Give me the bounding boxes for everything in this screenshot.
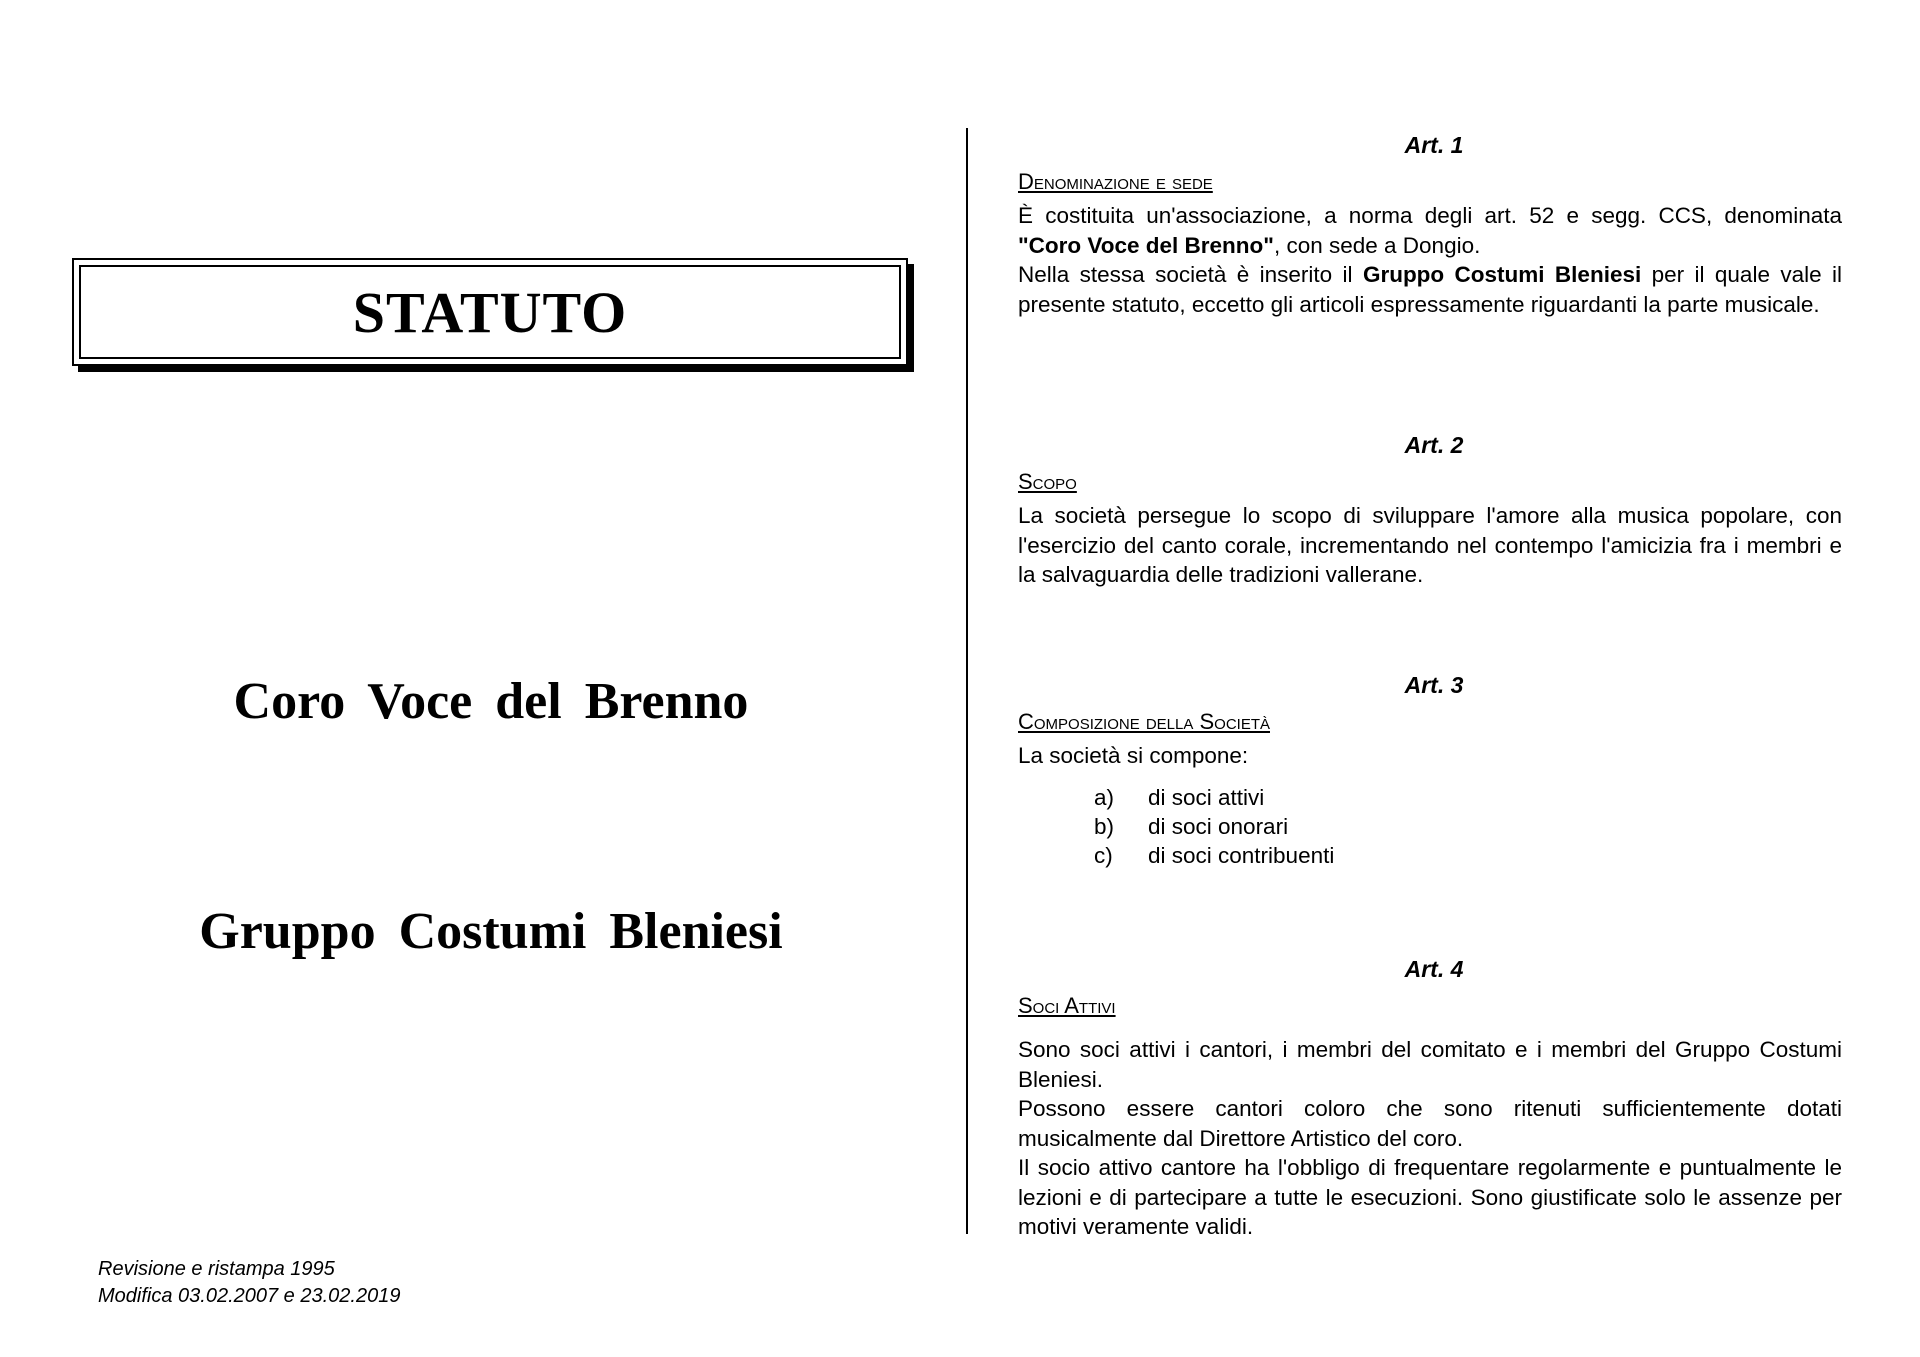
composition-list <box>1018 783 1842 870</box>
list-item <box>1094 841 1842 870</box>
article-subtitle: Composizione della Società <box>1018 709 1270 734</box>
article-paragraph <box>1018 260 1842 319</box>
list-text: di soci onorari <box>1148 813 1289 839</box>
list-marker: a) <box>1094 784 1115 810</box>
article-heading: Art. 3 <box>1404 672 1464 698</box>
article-heading: Art. 1 <box>1404 132 1464 158</box>
text-run: per il quale vale il presente statuto, eccetto gli articoli espressamente riguardanti la parte musicale. <box>1018 262 1842 317</box>
organization-name-choir: Coro Voce del Brenno <box>233 673 749 730</box>
article-subtitle: Scopo <box>1018 469 1077 494</box>
article-3 <box>1018 672 1842 870</box>
article-body <box>1018 741 1842 870</box>
article-paragraph: La società persegue lo scopo di sviluppare l'amore alla musica popolare, con l'esercizio del canto corale, incrementando nel contempo l'amicizia fra i membri e la salvaguardia delle tradizioni vallerane. <box>1018 503 1842 587</box>
document-title: STATUTO <box>352 279 628 345</box>
revision-note <box>98 1256 400 1310</box>
article-2 <box>1018 432 1842 590</box>
article-1 <box>1018 132 1842 342</box>
article-subtitle: Denominazione e sede <box>1018 169 1213 194</box>
list-item <box>1094 783 1842 812</box>
text-run: È costituita un'associazione, a norma degli art. 52 e segg. CCS, denominata <box>1018 203 1842 228</box>
organization-name-costume-group: Gruppo Costumi Bleniesi <box>199 903 783 960</box>
article-paragraph: Possono essere cantori coloro che sono ritenuti sufficientemente dotati musicalmente dal Direttore Artistico del coro. <box>1018 1096 1842 1151</box>
list-marker: b) <box>1094 813 1115 839</box>
text-run: , con sede a Dongio. <box>1273 232 1481 258</box>
article-heading: Art. 4 <box>1404 956 1464 982</box>
article-paragraph: La società si compone: <box>1018 743 1249 768</box>
article-paragraph: Sono soci attivi i cantori, i membri del comitato e i membri del Gruppo Costumi Bleniesi. <box>1018 1037 1842 1092</box>
article-heading: Art. 2 <box>1404 432 1464 458</box>
revision-line-1: Revisione e ristampa 1995 <box>98 1258 335 1280</box>
list-text: di soci attivi <box>1148 784 1265 810</box>
article-4 <box>1018 956 1842 1242</box>
title-frame <box>79 265 901 359</box>
article-body <box>1018 201 1842 319</box>
revision-line-2: Modifica 03.02.2007 e 23.02.2019 <box>98 1285 401 1307</box>
text-run: Nella stessa società è inserito il <box>1018 262 1353 287</box>
list-item <box>1094 812 1842 841</box>
list-marker: c) <box>1094 842 1113 868</box>
page-divider <box>966 128 968 1234</box>
title-box <box>72 258 908 366</box>
article-body <box>1018 501 1842 590</box>
article-body <box>1018 1035 1842 1242</box>
choir-name-bold: "Coro Voce del Brenno" <box>1018 232 1274 258</box>
list-text: di soci contribuenti <box>1148 842 1335 868</box>
article-subtitle: Soci Attivi <box>1018 993 1116 1018</box>
group-name-bold: Gruppo Costumi Bleniesi <box>1362 262 1642 287</box>
article-paragraph: Il socio attivo cantore ha l'obbligo di frequentare regolarmente e puntualmente le lezioni e di partecipare a tutte le esecuzioni. Sono giustificate solo le assenze per motivi veramente validi. <box>1018 1155 1842 1239</box>
article-paragraph <box>1018 201 1842 260</box>
